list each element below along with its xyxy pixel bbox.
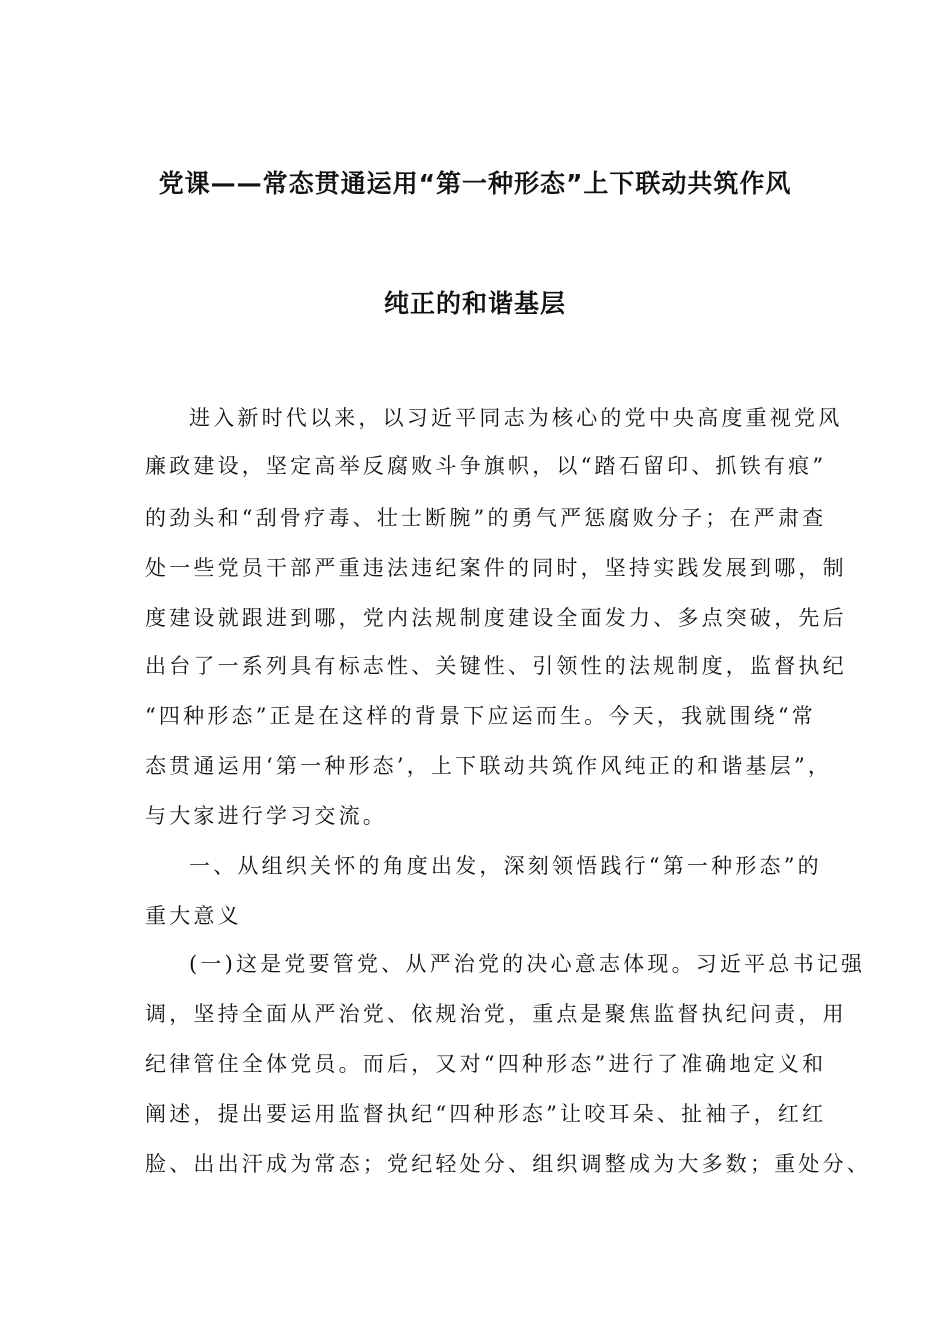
- body-line: 与大家进行学习交流。: [145, 804, 387, 828]
- body-line: (一)这是党要管党、从严治党的决心意志体现。习近平总书记强: [189, 952, 866, 976]
- body-line: 的劲头和“刮骨疗毒、壮士断腕”的勇气严惩腐败分子；在严肃查: [145, 506, 827, 530]
- body-line: 廉政建设，坚定高举反腐败斗争旗帜，以“踏石留印、抓铁有痕”: [145, 454, 827, 478]
- body-line: 态贯通运用‘第一种形态’，上下联动共筑作风纯正的和谐基层”，: [145, 754, 833, 778]
- document-title-line-1: 党课——常态贯通运用“第一种形态”上下联动共筑作风: [158, 169, 792, 198]
- section-heading-line: 重大意义: [145, 904, 242, 928]
- body-line: 调，坚持全面从严治党、依规治党，重点是聚焦监督执纪问责，用: [145, 1002, 847, 1026]
- body-line: “四种形态”正是在这样的背景下应运而生。今天，我就围绕“常: [145, 704, 817, 728]
- section-heading-line: 一、从组织关怀的角度出发，深刻领悟践行“第一种形态”的: [189, 854, 822, 878]
- body-line: 脸、出出汗成为常态；党纪轻处分、组织调整成为大多数；重处分、: [145, 1152, 871, 1176]
- body-line: 纪律管住全体党员。而后，又对“四种形态”进行了准确地定义和: [145, 1052, 827, 1076]
- document-title-line-2: 纯正的和谐基层: [383, 289, 566, 318]
- body-line: 处一些党员干部严重违法违纪案件的同时，坚持实践发展到哪，制: [145, 556, 847, 580]
- body-line: 进入新时代以来，以习近平同志为核心的党中央高度重视党风: [189, 406, 843, 430]
- body-line: 出台了一系列具有标志性、关键性、引领性的法规制度，监督执纪: [145, 654, 847, 678]
- body-line: 度建设就跟进到哪，党内法规制度建设全面发力、多点突破，先后: [145, 606, 847, 630]
- body-line: 阐述，提出要运用监督执纪“四种形态”让咬耳朵、扯袖子，红红: [145, 1102, 827, 1126]
